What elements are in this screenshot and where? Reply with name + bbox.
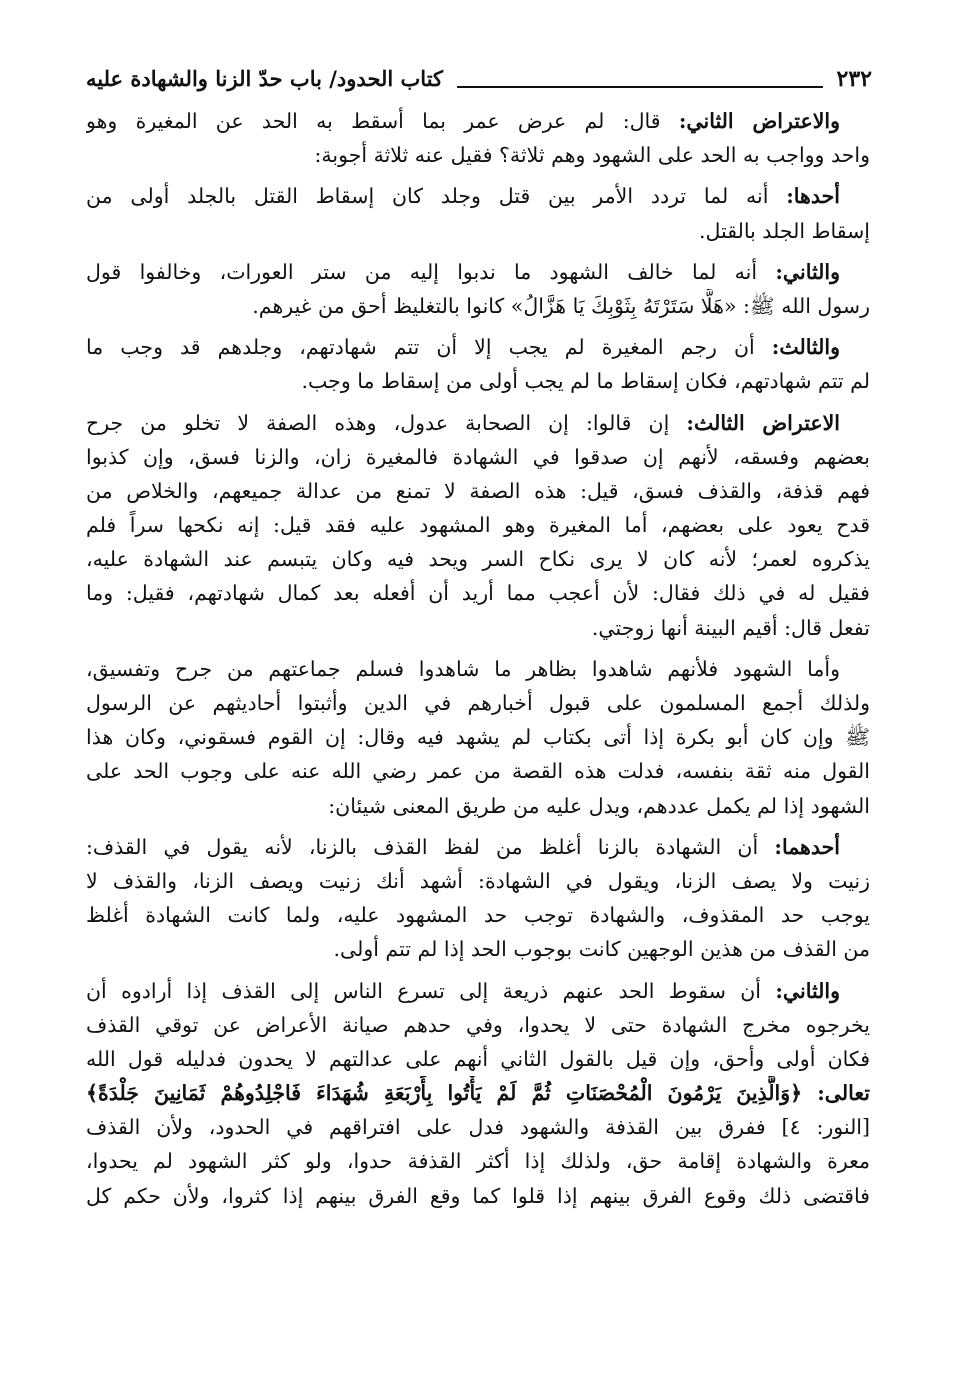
text-line: من القذف من هذين الوجهين كانت بوجوب الحد إذا لم تتم أولى.	[333, 937, 870, 962]
text-line	[86, 104, 870, 138]
header-rule	[457, 86, 823, 88]
line-text: أنه لما تردد الأمر بين قتل وجلد كان إسقاط القتل بالجلد أولى من	[86, 184, 787, 209]
paragraph-answer-one	[86, 179, 870, 247]
paragraph-objection-three	[86, 406, 870, 645]
text-line	[86, 830, 870, 864]
text-line: واحد وواجب به الحد على الشهود وهم ثلاثة؟ فقيل عنه ثلاثة أجوبة:	[314, 143, 870, 168]
line-text: أن الشهادة بالزنا أغلظ من لفظ القذف بالزنا، لأنه يقول في القذف:	[86, 834, 775, 859]
text-line: رسول الله ﷺ: «هَلَّا سَتَرْتَهُ بِثَوْبِكَ يَا هَزَّالُ» كانوا بالتغليظ أحق من غيرهم.	[252, 293, 870, 318]
text-line: فكان أولى وأحق، وإن قيل بالقول الثاني أنهم على عدالتهم لا يحدون فدليله قول الله	[86, 1046, 870, 1071]
text-line: زنيت ولا يصف الزنا، ويقول في الشهادة: أشهد أنك زنيت ويصف الزنا، والقذف لا	[86, 868, 870, 893]
paragraph-answer-two	[86, 255, 870, 323]
text-line: تفعل قال: أقيم البينة أنها زوجتي.	[591, 615, 870, 640]
text-line	[86, 330, 870, 364]
text-line: فقيل له في ذلك فقال: لأن أعجب مما أريد أن أفعله بعد كمال شهادتهم، فقيل: وما	[86, 581, 870, 606]
paragraph-objection-two	[86, 104, 870, 172]
text-line: يوجب حد المقذوف، والشهادة توجب حد المشهود عليه، ولما كانت الشهادة أغلظ	[86, 903, 870, 928]
line-text: أن سقوط الحد عنهم ذريعة إلى تسرع الناس إلى القذف إذا أرادوه أن	[86, 978, 776, 1003]
page-number: ٢٣٢	[836, 66, 872, 92]
quran-verse-line: تعالى: ﴿وَالَّذِينَ يَرْمُونَ الْمُحْصَنَاتِ ثُمَّ لَمْ يَأْتُوا بِأَرْبَعَةِ شُهَدَاءَ فَاجْلِدُوهُمْ ثَمَانِينَ جَلْدَةً﴾	[86, 1081, 870, 1106]
text-line: فاقتضى ذلك وقوع الفرق بينهم إذا قلوا كما وقع الفرق بينهم إذا كثروا، ولأن حكم كل	[86, 1183, 870, 1208]
page-header	[86, 56, 872, 96]
paragraph-answer-three	[86, 330, 870, 398]
running-title: كتاب الحدود/ باب حدّ الزنا والشهادة عليه	[86, 66, 444, 91]
text-line: لم تتم شهادتهم، فكان إسقاط ما لم يجب أولى من إسقاط ما وجب.	[301, 369, 870, 394]
text-line: فهم قذفة، والقذف فسق، قيل: هذه الصفة لا تمنع من عدالة جميعهم، والخلاص من	[86, 478, 870, 503]
text-line	[86, 255, 870, 289]
text-line	[86, 179, 870, 213]
line-text: أن رجم المغيرة لم يجب إلا أن تتم شهادتهم، وجلدهم قد وجب ما	[86, 335, 772, 360]
body-text	[86, 104, 870, 1220]
text-line	[86, 406, 870, 440]
paragraph-reason-two	[86, 974, 870, 1213]
text-line: قدح يعود على بعضهم، أما المغيرة وهو المشهود عليه فقد قيل: إنه نكحها سراً فلم	[86, 513, 870, 538]
paragraph-lead: والثالث:	[771, 335, 840, 360]
text-line: معرة والشهادة إقامة حق، ولذلك إذا أكثر القذفة حدوا، ولو كثر الشهود لم يحدوا،	[86, 1149, 870, 1174]
paragraph-witnesses	[86, 652, 870, 823]
line-text: إن قالوا: إن الصحابة عدول، وهذه الصفة لا تخلو من جرح	[86, 410, 687, 435]
paragraph-lead: أحدهما:	[774, 834, 840, 859]
line-text: أنه لما خالف الشهود ما ندبوا إليه من ستر العورات، وخالفوا قول	[86, 259, 776, 284]
text-line: القول منه ثقة بنفسه، فدلت هذه القصة من عمر رضي الله عنه على وجوب الحد على	[86, 759, 870, 784]
text-line: ﷺ وإن كان أبو بكرة إذا أتى بكتاب لم يشهد فيه وقال: إن القوم فسقوني، وكان هذا	[86, 725, 870, 750]
text-line: الشهود إذا لم يكمل عددهم، ويدل عليه من طريق المعنى شيئان:	[328, 793, 870, 818]
text-line: ولذلك أجمع المسلمون على قبول أخبارهم في الدين وأثبتوا أحاديثهم عن الرسول	[86, 691, 870, 715]
text-line: يخرجوه مخرج الشهادة حتى لا يحدوا، وفي حدهم صيانة الأعراض عن توقي القذف	[86, 1012, 870, 1037]
text-line: يذكروه لعمر؛ لأنه كان لا يرى نكاح السر ويحد فيه وكان يتبسم عند الشهادة عليه،	[86, 547, 870, 572]
paragraph-lead: والاعتراض الثاني:	[678, 109, 840, 133]
paragraph-lead: والثاني:	[775, 259, 840, 284]
paragraph-lead: والثاني:	[775, 978, 840, 1003]
paragraph-lead: الاعتراض الثالث:	[686, 410, 840, 435]
text-line: بعضهم وفسقه، لأنهم إن صدقوا في الشهادة فالمغيرة زان، والزنا فسق، وإن كذبوا	[86, 444, 870, 469]
line-text: قال: لم عرض عمر بما أسقط به الحد عن المغيرة وهو	[86, 109, 679, 133]
text-line: إسقاط الجلد بالقتل.	[699, 218, 870, 243]
paragraph-reason-one	[86, 830, 870, 967]
paragraph-lead: أحدها:	[786, 184, 840, 209]
text-line	[86, 974, 870, 1008]
text-line: [النور: ٤] ففرق بين القذفة والشهود فدل على افتراقهم في الحدود، ولأن القذف	[86, 1115, 870, 1140]
text-line: وأما الشهود فلأنهم شاهدوا بظاهر ما شاهدوا فسلم جماعتهم من جرح وتفسيق،	[86, 656, 840, 681]
